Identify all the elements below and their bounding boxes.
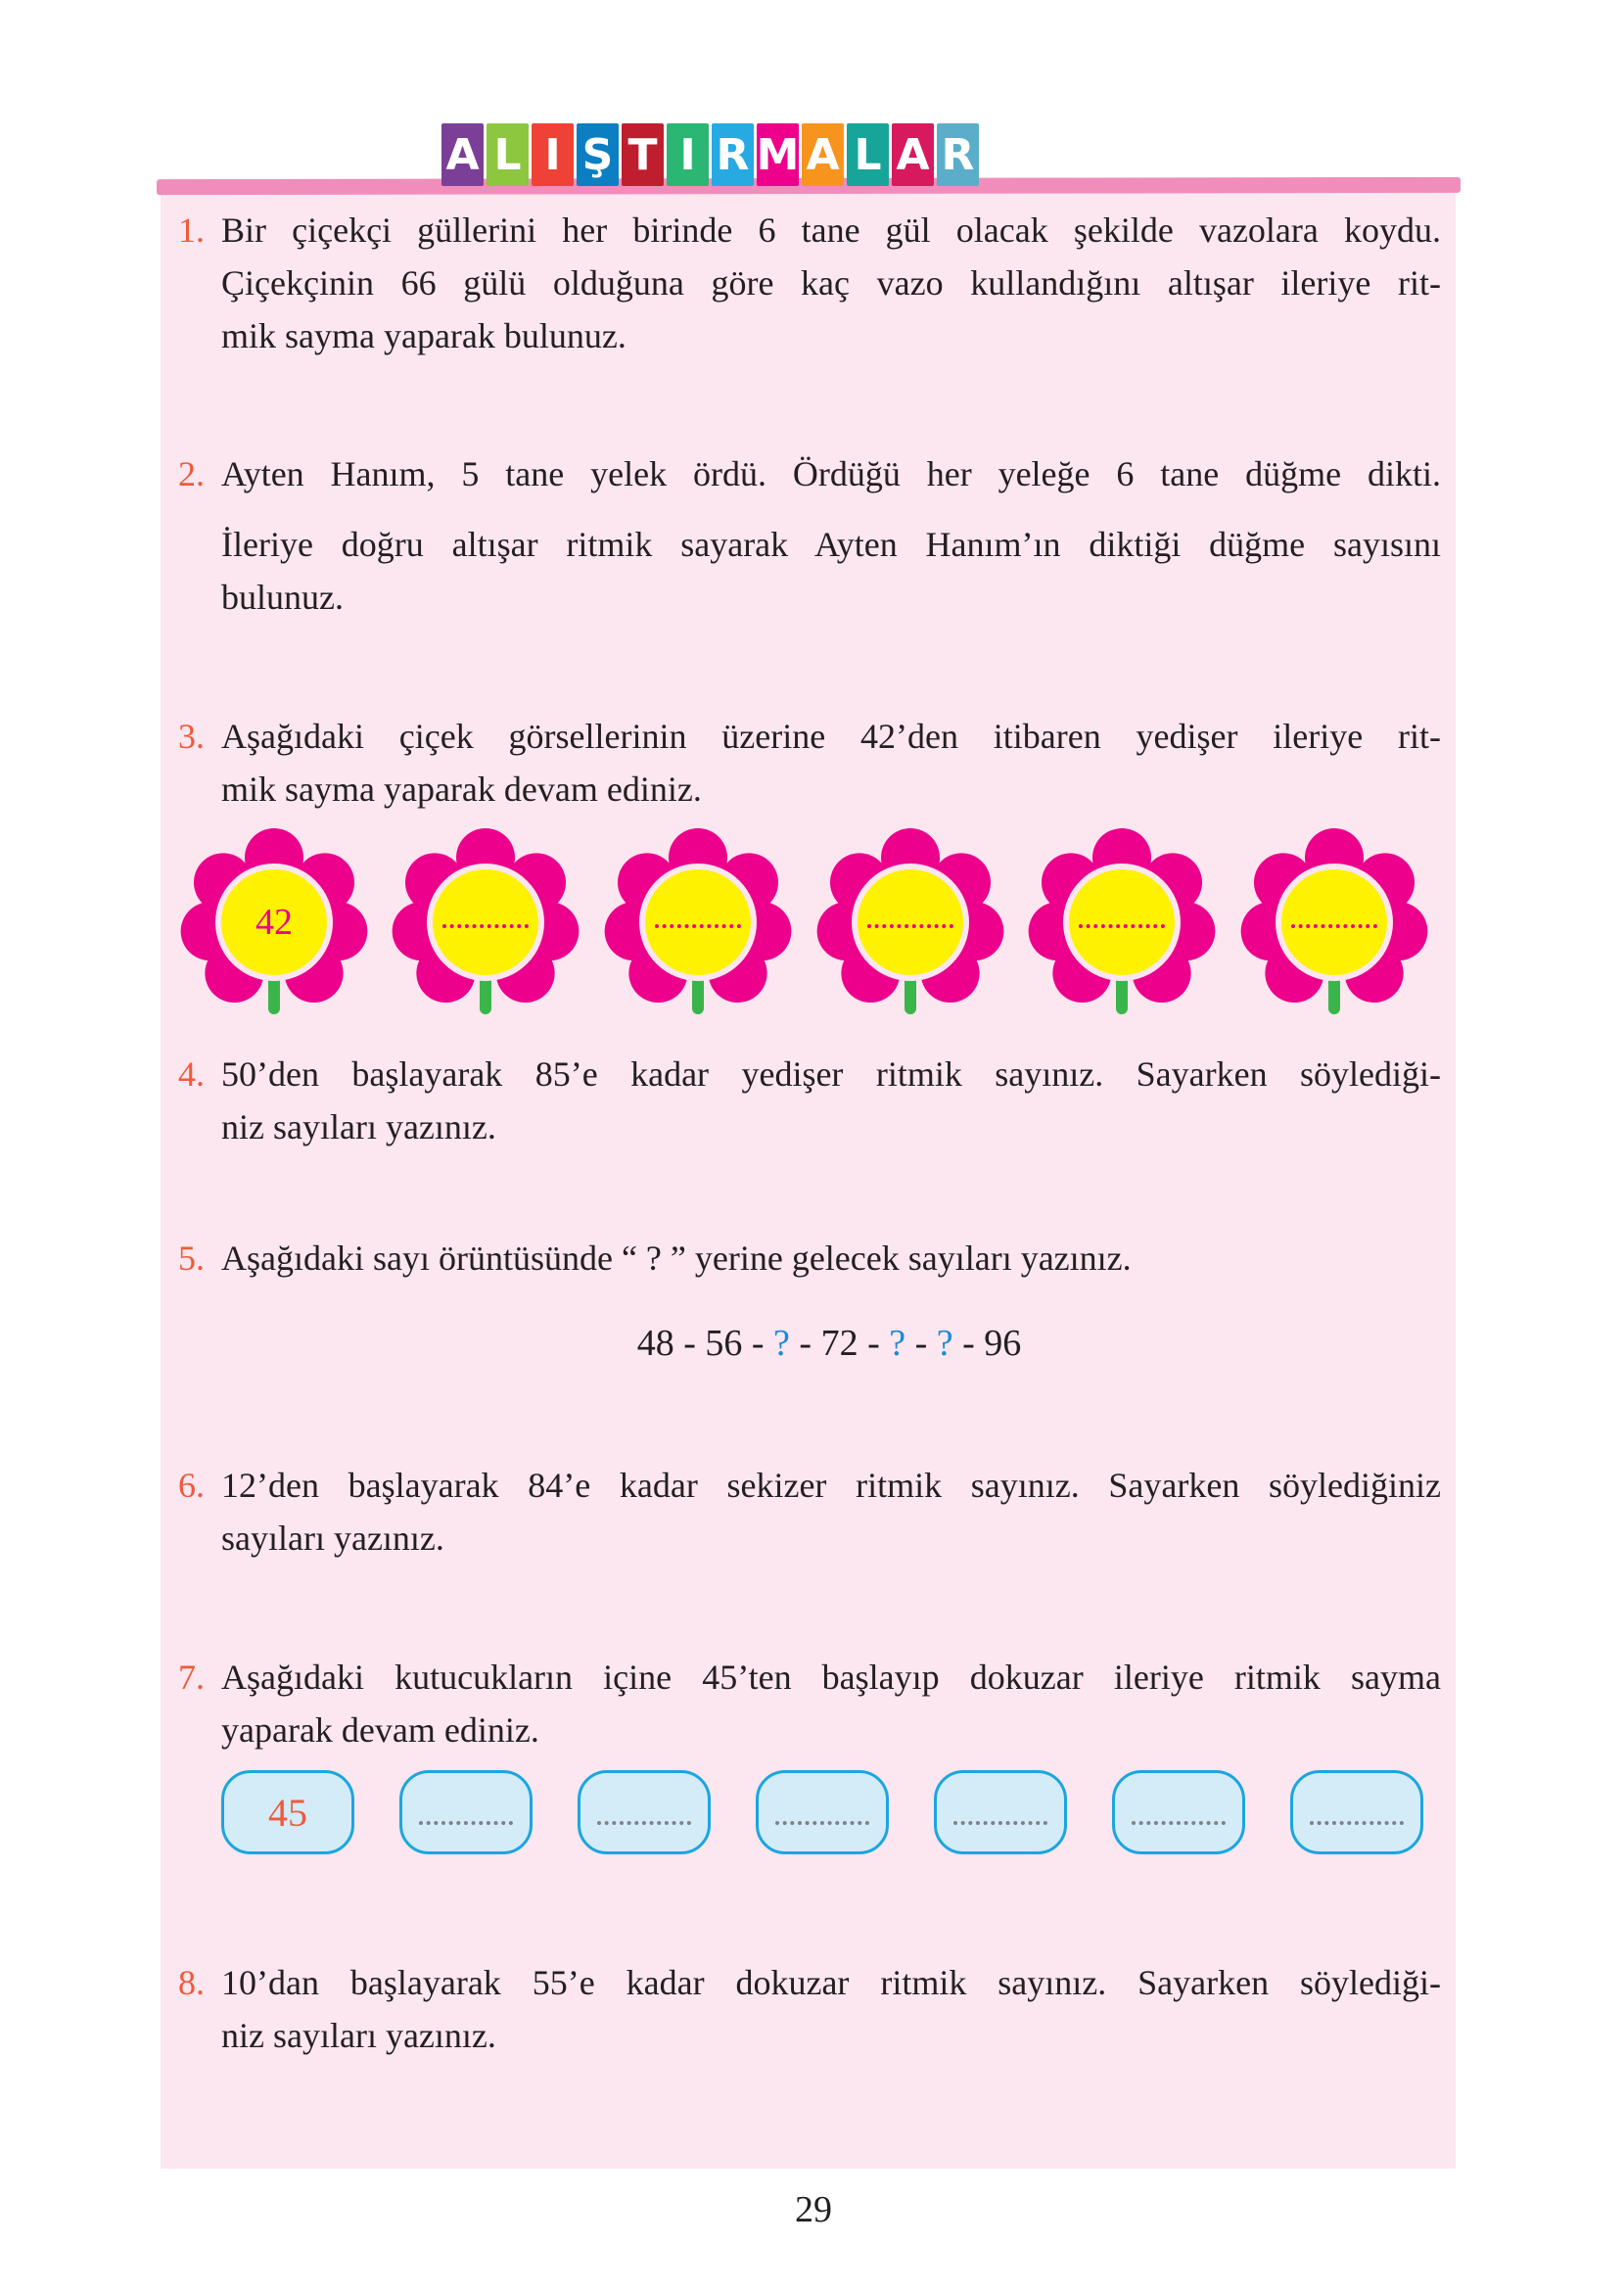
exercise-number: 6. xyxy=(178,1466,205,1505)
answer-dotted-line xyxy=(1291,924,1377,928)
exercise-2 xyxy=(178,447,1441,624)
exercise-text-line: 12’den başlayarak 84’e kadar sekizer ritmik sayınız. Sayarken söylediğiniz xyxy=(221,1466,1441,1505)
pattern-term: 48 xyxy=(636,1323,674,1364)
exercise-text-line: mik sayma yaparak devam ediniz. xyxy=(221,770,702,809)
answer-dotted-line xyxy=(1132,1821,1226,1825)
flower-value: 42 xyxy=(255,902,293,943)
exercise-number: 5. xyxy=(178,1239,205,1278)
title-letter: I xyxy=(667,123,709,186)
flower-icon xyxy=(1236,824,1432,1020)
flower-icon xyxy=(812,824,1008,1020)
exercise-text-line: Aşağıdaki çiçek görsellerinin üzerine 42’den itibaren yedişer ileriye rit- xyxy=(221,717,1441,756)
flower-answer-slot[interactable] xyxy=(388,824,583,1020)
title-letter: A xyxy=(802,123,844,186)
flower-icon xyxy=(600,824,796,1020)
flower-answer-slot[interactable] xyxy=(812,824,1008,1020)
pattern-unknown: ? xyxy=(936,1323,953,1364)
page-title xyxy=(441,123,979,186)
pattern-term: - xyxy=(673,1323,706,1364)
exercise-text-line: Bir çiçekçi güllerini her birinde 6 tane gül olacak şekilde vazolara koydu. xyxy=(221,210,1441,250)
pattern-term: - xyxy=(905,1323,937,1364)
title-letter: R xyxy=(712,123,754,186)
pattern-term: - xyxy=(952,1323,985,1364)
pattern-term: - xyxy=(742,1323,774,1364)
exercise-text-line: mik sayma yaparak bulunuz. xyxy=(221,316,626,355)
answer-box[interactable] xyxy=(1290,1770,1423,1854)
pattern-term: - xyxy=(789,1323,821,1364)
pattern-term: 72 xyxy=(820,1323,858,1364)
title-letter: L xyxy=(487,123,529,186)
title-letter: A xyxy=(892,123,934,186)
exercise-number: 4. xyxy=(178,1054,205,1094)
answer-dotted-line xyxy=(1079,924,1165,928)
exercise-text-line: bulunuz. xyxy=(221,578,344,617)
number-pattern xyxy=(0,1322,1624,1365)
answer-dotted-line xyxy=(1310,1821,1404,1825)
exercise-6 xyxy=(178,1459,1441,1565)
box-value: 45 xyxy=(268,1790,307,1835)
exercise-text-line: Ayten Hanım, 5 tane yelek ördü. Ördüğü her yeleğe 6 tane düğme dikti. xyxy=(221,454,1441,493)
pattern-term: 96 xyxy=(984,1323,1022,1364)
pattern-term: - xyxy=(858,1323,890,1364)
exercise-5 xyxy=(178,1232,1441,1285)
exercise-7 xyxy=(178,1651,1441,1756)
exercise-4 xyxy=(178,1048,1441,1153)
answer-box[interactable] xyxy=(934,1770,1067,1854)
answer-dotted-line xyxy=(867,924,953,928)
answer-box[interactable] xyxy=(1112,1770,1245,1854)
title-letter: T xyxy=(622,123,664,186)
title-letter: A xyxy=(441,123,484,186)
exercise-text-line: niz sayıları yazınız. xyxy=(221,2016,496,2055)
exercise-text-line: yaparak devam ediniz. xyxy=(221,1710,539,1750)
exercise-number: 1. xyxy=(178,210,205,250)
exercise-number: 2. xyxy=(178,454,205,493)
exercise-text-line: Aşağıdaki sayı örüntüsünde “ ? ” yerine gelecek sayıları yazınız. xyxy=(221,1239,1132,1278)
page-number: 29 xyxy=(795,2189,832,2230)
exercise-text-line: İleriye doğru altışar ritmik sayarak Ayten Hanım’ın diktiği düğme sayısını xyxy=(221,525,1441,564)
exercise-3 xyxy=(178,710,1441,816)
flower-icon xyxy=(1024,824,1220,1020)
exercise-text-line: 10’dan başlayarak 55’e kadar dokuzar ritmik sayınız. Sayarken söylediği- xyxy=(221,1963,1441,2002)
title-letter: I xyxy=(532,123,574,186)
answer-dotted-line xyxy=(419,1821,513,1825)
answer-box[interactable] xyxy=(399,1770,533,1854)
exercise-1 xyxy=(178,204,1441,362)
flower-answer-slot[interactable] xyxy=(1024,824,1220,1020)
flower-answer-slot[interactable] xyxy=(600,824,796,1020)
exercise-text-line: 50’den başlayarak 85’e kadar yedişer ritmik sayınız. Sayarken söylediği- xyxy=(221,1054,1441,1094)
answer-box[interactable] xyxy=(221,1770,354,1854)
answer-dotted-line xyxy=(655,924,741,928)
flower-icon xyxy=(388,824,583,1020)
exercise-text-line: niz sayıları yazınız. xyxy=(221,1107,496,1146)
title-letter: M xyxy=(757,123,799,186)
answer-dotted-line xyxy=(442,924,529,928)
exercise-8 xyxy=(178,1956,1441,2062)
exercise-number: 7. xyxy=(178,1658,205,1697)
exercise-text-line: sayıları yazınız. xyxy=(221,1519,444,1558)
answer-dotted-line xyxy=(775,1821,869,1825)
pattern-term: 56 xyxy=(705,1323,743,1364)
pattern-unknown: ? xyxy=(889,1323,906,1364)
answer-box[interactable] xyxy=(578,1770,711,1854)
exercise-text-line: Aşağıdaki kutucukların içine 45’ten başlayıp dokuzar ileriye ritmik sayma xyxy=(221,1658,1441,1697)
flower-answer-slot[interactable] xyxy=(176,824,372,1020)
answer-dotted-line xyxy=(597,1821,691,1825)
exercise-number: 3. xyxy=(178,717,205,756)
title-letter: Ş xyxy=(577,123,619,186)
exercise-text-line: Çiçekçinin 66 gülü olduğuna göre kaç vazo kullandığını altışar ileriye rit- xyxy=(221,263,1441,303)
title-letter: R xyxy=(937,123,979,186)
flower-answer-slot[interactable] xyxy=(1236,824,1432,1020)
answer-dotted-line xyxy=(953,1821,1047,1825)
exercise-number: 8. xyxy=(178,1963,205,2002)
pattern-unknown: ? xyxy=(773,1323,790,1364)
answer-box[interactable] xyxy=(756,1770,889,1854)
title-letter: L xyxy=(847,123,889,186)
